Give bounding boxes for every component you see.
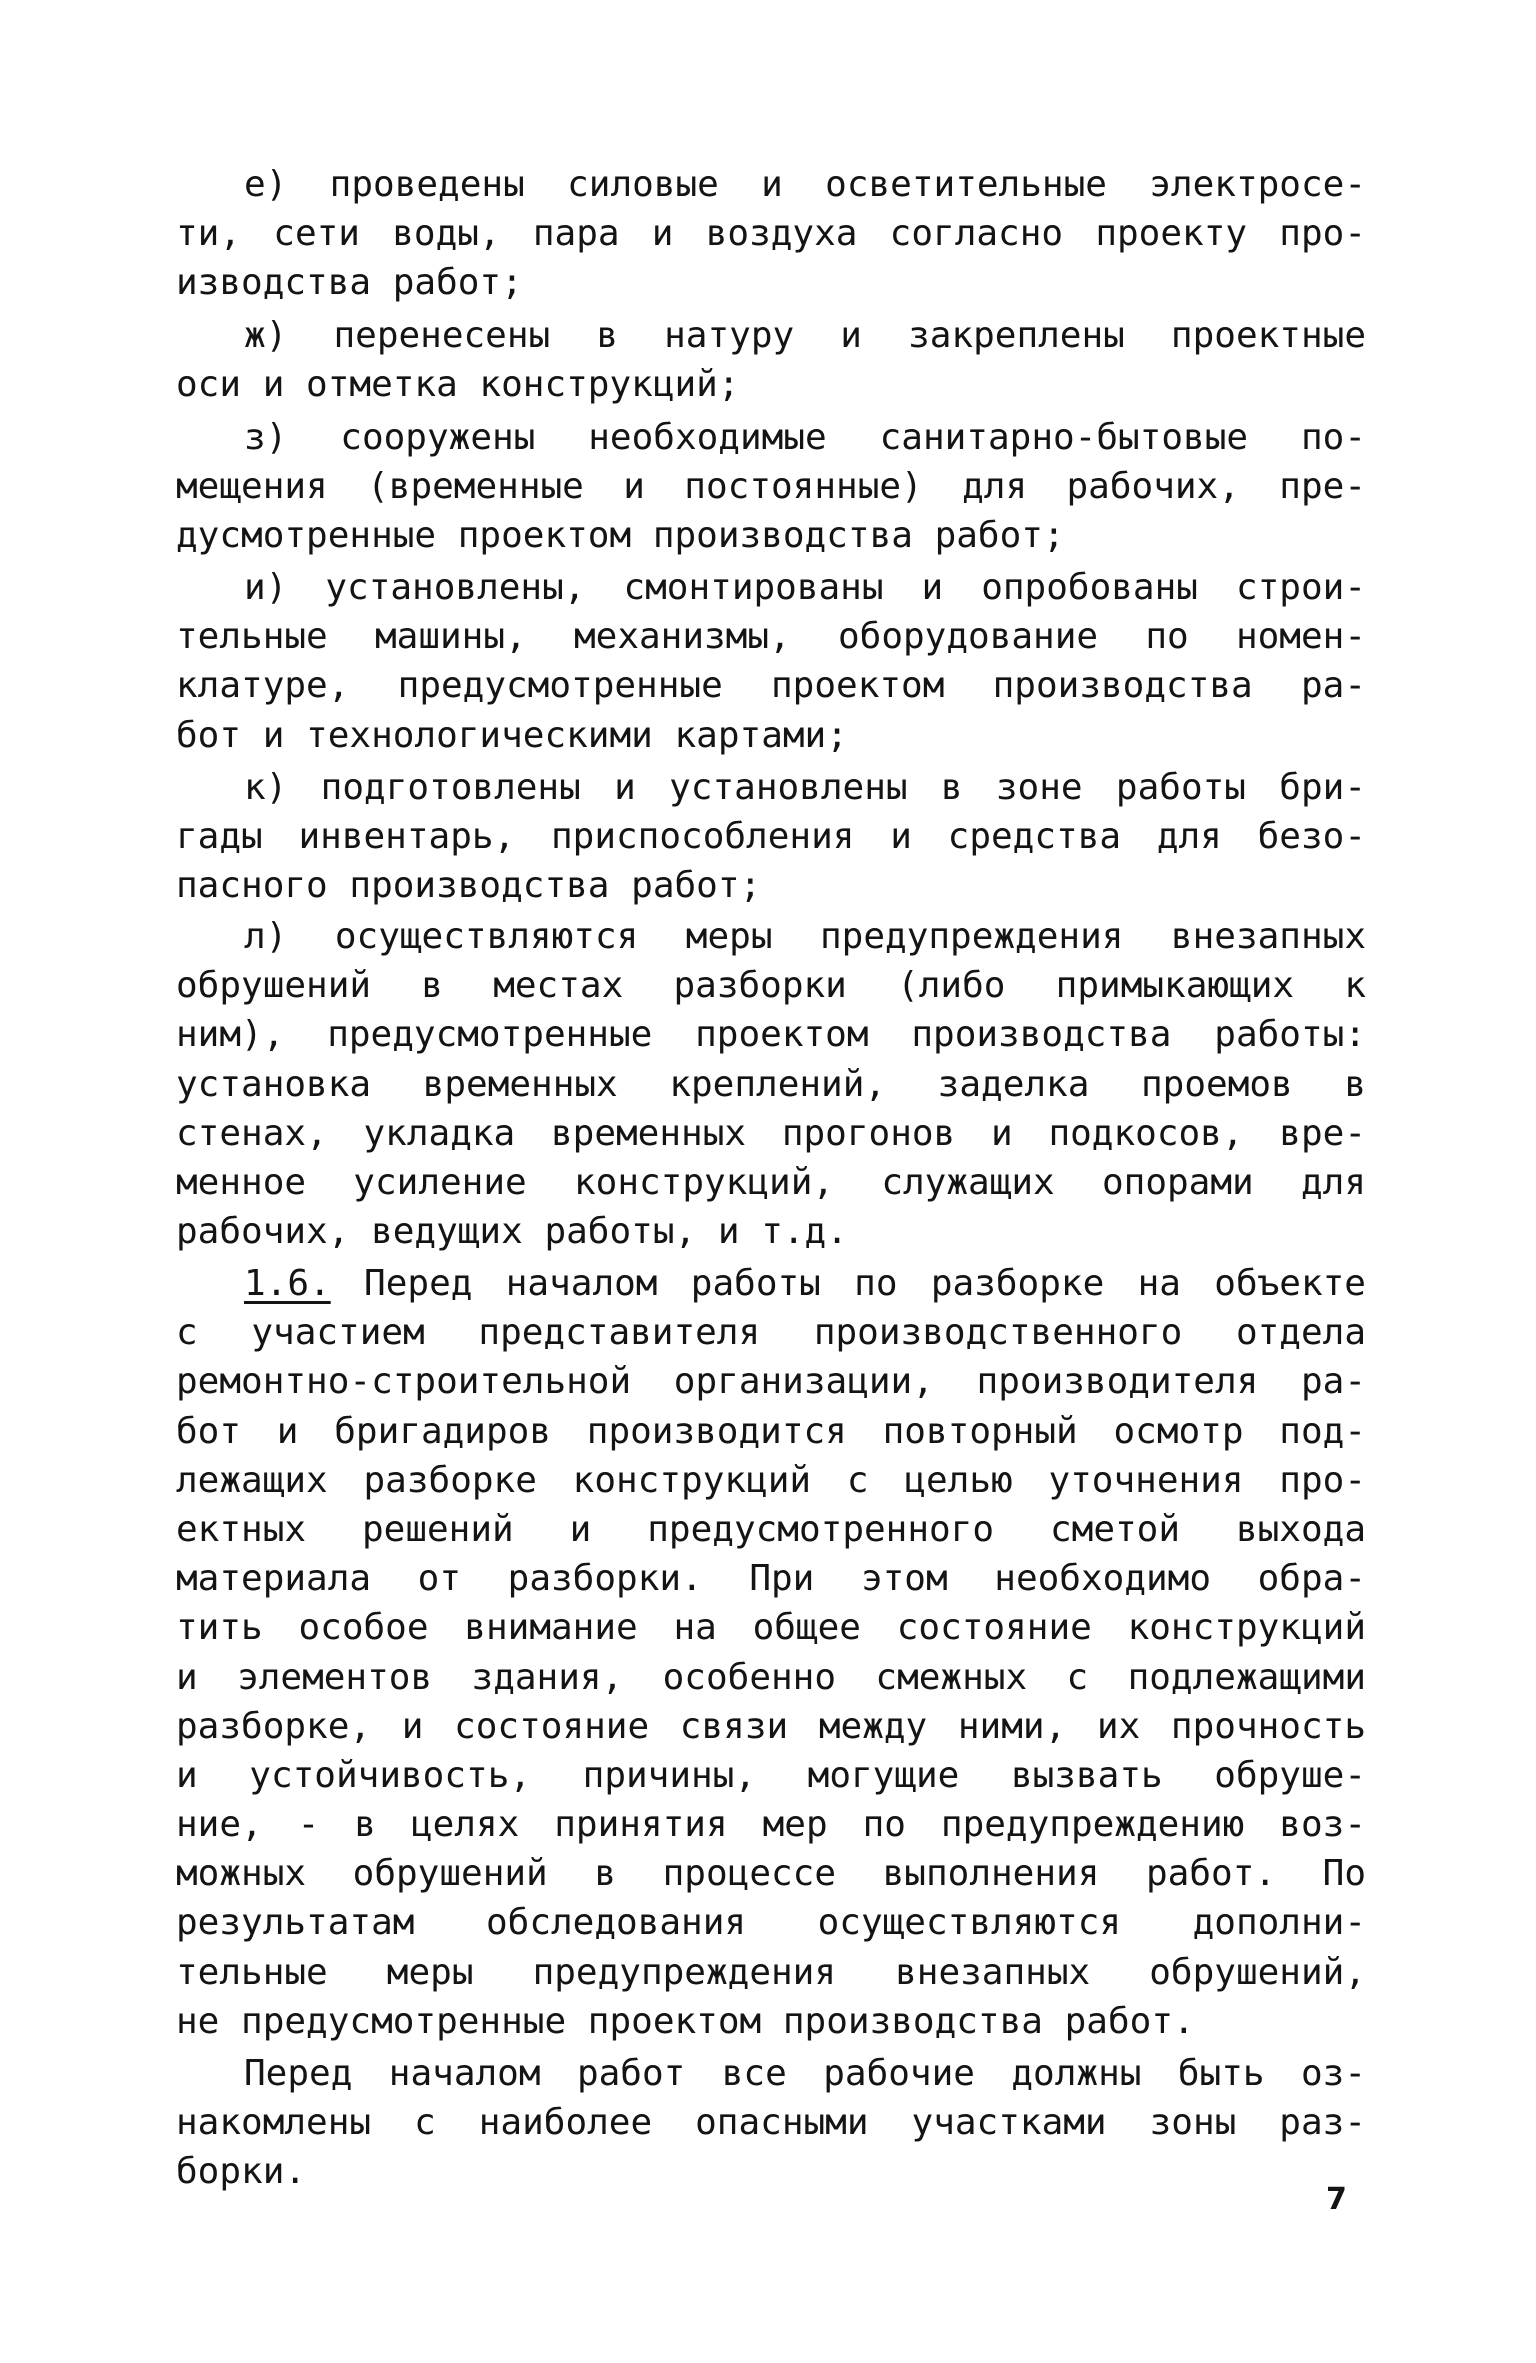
text-line: разборке, и состояние связи между ними, их прочность	[176, 1705, 1366, 1747]
paragraph-item-e	[176, 160, 1366, 308]
paragraph-item-i	[176, 563, 1366, 760]
text-line: материала от разборки. При этом необходимо обра-	[176, 1558, 1366, 1600]
paragraph-final	[176, 2049, 1366, 2197]
text-line: и) установлены, смонтированы и опробованы строи-	[244, 567, 1366, 608]
text-line: бот и бригадиров производится повторный осмотр под-	[176, 1410, 1366, 1452]
paragraph-item-z	[176, 413, 1366, 561]
text-line: ние, - в целях принятия мер по предупреждению воз-	[176, 1804, 1366, 1846]
text-line: не предусмотренные проектом производства работ.	[176, 2000, 1195, 2042]
text-line: бот и технологическими картами;	[176, 714, 848, 756]
page-number: 7	[1326, 2182, 1347, 2217]
text-line: лежащих разборке конструкций с целью уточнения про-	[176, 1459, 1366, 1501]
text-line: рабочих, ведущих работы, и т.д.	[176, 1211, 848, 1253]
text-line: ж) перенесены в натуру и закреплены проектные	[244, 315, 1366, 356]
text-line: стенах, укладка временных прогонов и подкосов, вре-	[176, 1112, 1366, 1154]
text-line: результатам обследования осуществляются дополни-	[176, 1902, 1366, 1944]
text-line: л) осуществляются меры предупреждения внезапных	[244, 916, 1366, 957]
text-line: клатуре, предусмотренные проектом производства ра-	[176, 665, 1366, 707]
text-line: можных обрушений в процессе выполнения работ. По	[176, 1853, 1366, 1895]
text-line: ти, сети воды, пара и воздуха согласно проекту про-	[176, 213, 1366, 255]
text-line: изводства работ;	[176, 262, 523, 304]
text-line: Перед началом работ все рабочие должны быть оз-	[244, 2053, 1366, 2094]
text-line: и устойчивость, причины, могущие вызвать обруше-	[176, 1754, 1366, 1796]
text-line: ектных решений и предусмотренного сметой выхода	[176, 1508, 1366, 1550]
section-1-6	[176, 1259, 1366, 2046]
text-line: к) подготовлены и установлены в зоне работы бри-	[244, 767, 1366, 808]
text-line: ним), предусмотренные проектом производства работы:	[176, 1014, 1366, 1056]
text-line: з) сооружены необходимые санитарно-бытовые по-	[244, 417, 1366, 458]
text-line: обрушений в местах разборки (либо примыкающих к	[176, 965, 1366, 1007]
text-line: тельные меры предупреждения внезапных обрушений,	[176, 1951, 1366, 1993]
text-line: пасного производства работ;	[176, 865, 762, 907]
text-line: тельные машины, механизмы, оборудование по номен-	[176, 616, 1366, 658]
text-line: ремонтно-строительной организации, производителя ра-	[176, 1361, 1366, 1403]
text-line: накомлены с наиболее опасными участками зоны раз-	[176, 2102, 1366, 2144]
text-line: с участием представителя производственного отдела	[176, 1312, 1366, 1354]
text-line: менное усиление конструкций, служащих опорами для	[176, 1161, 1366, 1203]
text-line: оси и отметка конструкций;	[176, 364, 740, 406]
paragraph-item-k	[176, 763, 1366, 911]
paragraph-item-l	[176, 912, 1366, 1256]
text-line: установка временных креплений, заделка проемов в	[176, 1063, 1366, 1105]
section-first-line-text: Перед началом работы по разборке на объекте	[364, 1263, 1366, 1304]
text-line: е) проведены силовые и осветительные электросе-	[244, 164, 1366, 205]
section-first-line	[176, 1259, 1366, 1308]
section-number: 1.6.	[244, 1263, 331, 1304]
text-line: гады инвентарь, приспособления и средства для безо-	[176, 816, 1366, 858]
text-line: мещения (временные и постоянные) для рабочих, пре-	[176, 466, 1366, 508]
paragraph-item-zh	[176, 311, 1366, 409]
text-line: борки.	[176, 2151, 307, 2193]
text-line: дусмотренные проектом производства работ;	[176, 515, 1065, 557]
text-line: тить особое внимание на общее состояние конструкций	[176, 1607, 1366, 1649]
text-line: и элементов здания, особенно смежных с подлежащими	[176, 1656, 1366, 1698]
